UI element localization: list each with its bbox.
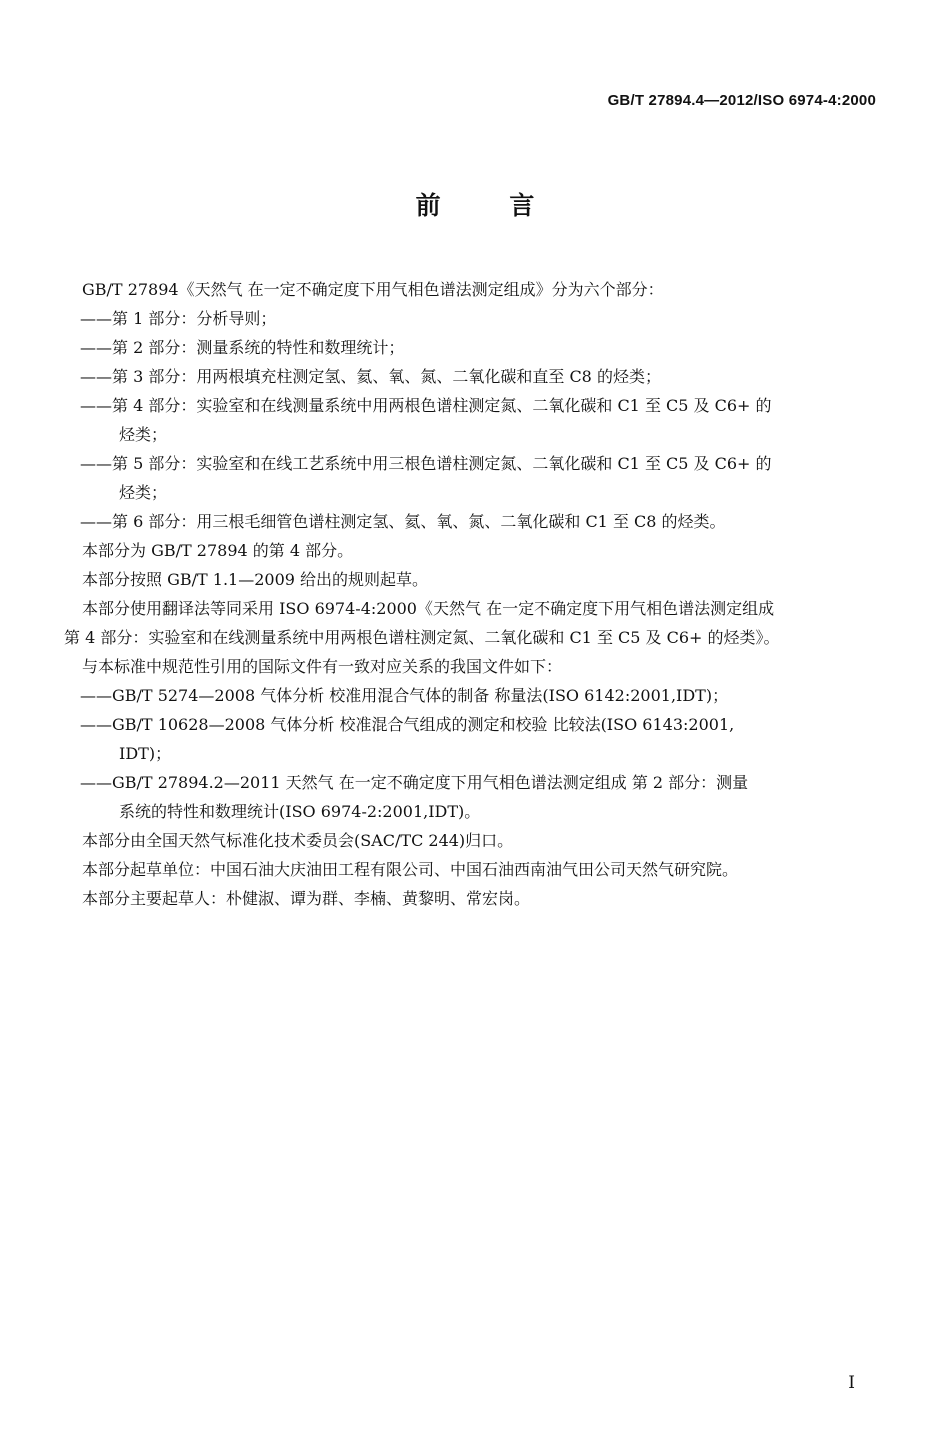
list-item-continuation: 系统的特性和数理统计(ISO 6974-2:2001,IDT)。 <box>119 802 481 821</box>
list-item: ——GB/T 10628—2008 气体分析 校准混合气组成的测定和校验 比较法(ISO 6143:2001, <box>80 715 735 734</box>
standard-code: GB/T 27894.4—2012/ISO 6974-4:2000 <box>607 92 876 109</box>
paragraph-line: 本部分由全国天然气标准化技术委员会(SAC/TC 244)归口。 <box>82 831 514 850</box>
paragraph-line: 第 4 部分：实验室和在线测量系统中用两根色谱柱测定氮、二氧化碳和 C1 至 C5 及 C6+ 的烃类》。 <box>64 628 780 647</box>
paragraph-line: GB/T 27894《天然气 在一定不确定度下用气相色谱法测定组成》分为六个部分： <box>82 280 664 299</box>
paragraph-line: 与本标准中规范性引用的国际文件有一致对应关系的我国文件如下： <box>82 657 563 676</box>
page-title: 前 言 <box>415 191 565 220</box>
list-item: ——第 2 部分：测量系统的特性和数理统计； <box>80 338 405 357</box>
list-item: ——GB/T 5274—2008 气体分析 校准用混合气体的制备 称量法(ISO 6142:2001,IDT)； <box>80 686 729 705</box>
paragraph-line: 本部分主要起草人：朴健淑、谭为群、李楠、黄黎明、常宏岗。 <box>82 889 531 908</box>
paragraph-line: 本部分使用翻译法等同采用 ISO 6974-4:2000《天然气 在一定不确定度下用气相色谱法测定组成 <box>82 599 775 618</box>
list-item: ——GB/T 27894.2—2011 天然气 在一定不确定度下用气相色谱法测定组成 第 2 部分：测量 <box>80 773 749 792</box>
list-item: ——第 6 部分：用三根毛细管色谱柱测定氢、氦、氧、氮、二氧化碳和 C1 至 C8 的烃类。 <box>80 512 726 531</box>
list-item: ——第 3 部分：用两根填充柱测定氢、氦、氧、氮、二氧化碳和直至 C8 的烃类； <box>80 367 661 386</box>
list-item: ——第 4 部分：实验室和在线测量系统中用两根色谱柱测定氮、二氧化碳和 C1 至 C5 及 C6+ 的 <box>80 396 772 415</box>
list-item-continuation: IDT)； <box>119 744 172 763</box>
paragraph-line: 本部分起草单位：中国石油大庆油田工程有限公司、中国石油西南油气田公司天然气研究院。 <box>82 860 739 879</box>
list-item: ——第 1 部分：分析导则； <box>80 309 277 328</box>
list-item: ——第 5 部分：实验室和在线工艺系统中用三根色谱柱测定氮、二氧化碳和 C1 至 C5 及 C6+ 的 <box>80 454 772 473</box>
foreword-body <box>64 275 880 913</box>
page-number: I <box>848 1373 855 1393</box>
paragraph-line: 本部分为 GB/T 27894 的第 4 部分。 <box>82 541 354 560</box>
paragraph-line: 本部分按照 GB/T 1.1—2009 给出的规则起草。 <box>82 570 429 589</box>
list-item-continuation: 烃类； <box>119 425 168 444</box>
list-item-continuation: 烃类； <box>119 483 168 502</box>
